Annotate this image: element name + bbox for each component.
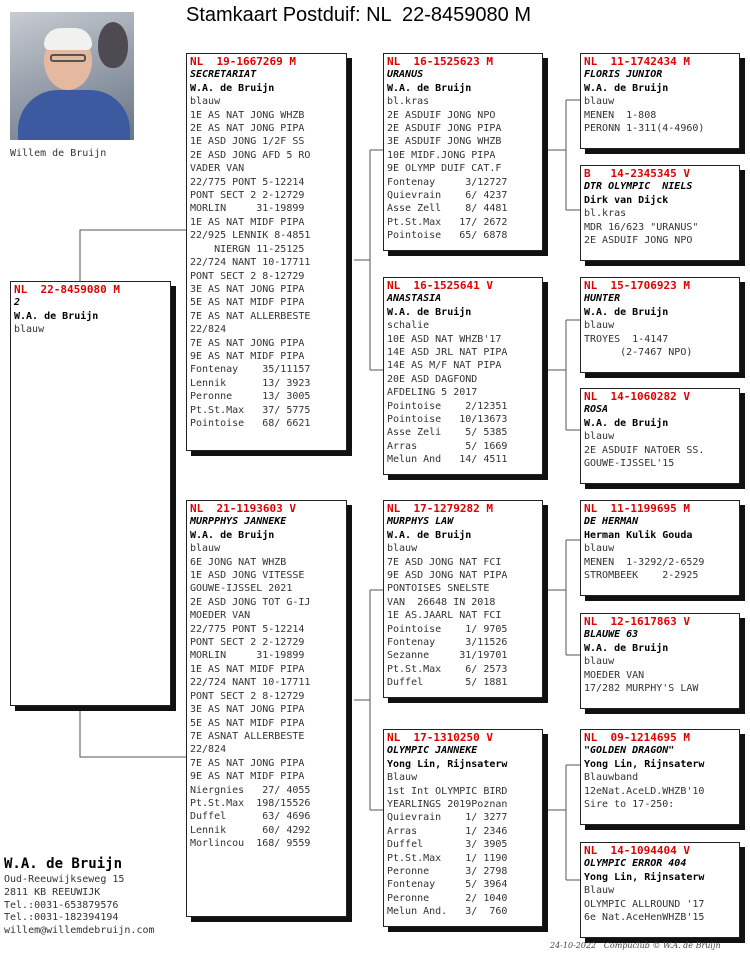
photo-caption: Willem de Bruijn [10,148,107,159]
pigeon-name: 2 [14,297,21,309]
card-line: Duffel 63/ 4696 [190,811,311,823]
card-line: Morlincou 168/ 9559 [190,838,311,850]
card-line: blauw [14,324,45,336]
breeder-name: W.A. de Bruijn [387,306,472,318]
card-line: Fontenay 3/11526 [387,637,508,649]
card-line: Arras 5/ 1669 [387,440,508,452]
card-line: Pointoise 2/12351 [387,400,508,412]
breeder-name: W.A. de Bruijn [387,529,472,541]
card-line: Lennik 60/ 4292 [190,824,311,836]
breeder-name: Yong Lin, Rijnsaterw [584,758,705,770]
breeder-name: Yong Lin, Rijnsaterw [584,871,705,883]
card-line: GOUWE-IJSSEL 2021 [190,583,293,595]
card-line: TROYES 1-4147 [584,333,669,345]
card-line: MOEDER VAN [584,669,645,681]
card-line: MENEN 1-3292/2-6529 [584,556,705,568]
card-line: Quievrain 1/ 3277 [387,812,508,824]
ggp-card-fmm [580,388,740,484]
card-line: 10E ASD NAT WHZB'17 [387,333,502,345]
card-line: 1st Int OLYMPIC BIRD [387,785,508,797]
card-line: 7E AS NAT ALLERBESTE [190,310,311,322]
father-card [186,53,347,451]
card-line: blauw [190,543,221,555]
pigeon-name: MURPHYS LAW [387,516,454,528]
pigeon-name: HUNTER [584,293,621,305]
owner-photo [10,12,134,140]
card-line: Pt.St.Max 17/ 2672 [387,216,508,228]
card-line: Lennik 13/ 3923 [190,377,311,389]
pigeon-figure [98,22,128,68]
ring-number: NL 14-1094404 V [584,844,690,857]
card-line: Fontenay 5/ 3964 [387,879,508,891]
card-line: Arras 1/ 2346 [387,825,508,837]
ring-number: NL 22-8459080 M [14,283,120,296]
card-line: 20E ASD DAGFOND [387,373,478,385]
card-line: blauw [584,96,615,108]
card-line: Blauwband [584,772,639,784]
card-line: MOEDER VAN [190,610,251,622]
pigeon-name: URANUS [387,69,424,81]
card-line: Pointoise 65/ 6878 [387,230,508,242]
card-line: Blauw [584,885,615,897]
ring-number: NL 17-1310250 V [387,731,493,744]
card-line: Peronne 3/ 2798 [387,866,508,878]
breeder-name: W.A. de Bruijn [584,642,669,654]
card-line: 22/824 [190,744,227,756]
card-line: Peronne 13/ 3005 [190,391,311,403]
card-line: STROMBEEK 2-2925 [584,570,699,582]
card-line: Pointoise 10/13673 [387,414,508,426]
ring-number: NL 11-1742434 M [584,55,690,68]
card-line: PONT SECT 2 8-12729 [190,270,305,282]
card-line: VAN 26648 IN 2018 [387,596,496,608]
card-line: 22/775 PONT 5-12214 [190,176,305,188]
breeder-name: W.A. de Bruijn [584,82,669,94]
card-line: 3E AS NAT JONG PIPA [190,704,305,716]
card-line: Pt.St.Max 198/15526 [190,797,311,809]
card-line: 2E ASD JONG AFD 5 RO [190,149,311,161]
card-line: Pointoise 68/ 6621 [190,417,311,429]
card-line: Blauw [387,772,418,784]
card-line: 6e Nat.AceHenWHZB'15 [584,912,705,924]
mother-card [186,500,347,917]
pigeon-name: "GOLDEN DRAGON" [584,745,675,757]
paternal-grandfather-card [383,53,543,251]
card-line: Asse Zeli 5/ 5385 [387,427,508,439]
card-line: 1E AS NAT JONG WHZB [190,109,305,121]
breeder-name: Yong Lin, Rijnsaterw [387,758,508,770]
card-line: 1E AS NAT MIDF PIPA [190,663,305,675]
ring-number: NL 12-1617863 V [584,615,690,628]
ggp-card-fmf [580,277,740,373]
card-line: PONT SECT 2 8-12729 [190,690,305,702]
footer-credit: 24-10-2022 Compuclub © W.A. de Bruijn [550,941,721,950]
pigeon-name: FLORIS JUNIOR [584,69,663,81]
pigeon-name: DE HERMAN [584,516,639,528]
card-line: 5E AS NAT MIDF PIPA [190,717,305,729]
card-line: 2E ASDUIF JONG NPO [387,109,496,121]
card-line: Sire to 17-250: [584,799,675,811]
ring-number: NL 19-1667269 M [190,55,296,68]
card-line: 10E MIDF.JONG PIPA [387,149,496,161]
card-line: OLYMPIC ALLROUND '17 [584,898,705,910]
card-line: Duffel 5/ 1881 [387,677,508,689]
card-line: PONT SECT 2 2-12729 [190,637,305,649]
ring-number: NL 09-1214695 M [584,731,690,744]
card-line: MDR 16/623 "URANUS" [584,221,699,233]
card-line: 14E AS M/F NAT PIPA [387,360,502,372]
ggp-card-mmm [580,842,740,938]
card-line: 9E AS NAT MIDF PIPA [190,350,305,362]
card-line: Pt.St.Max 1/ 1190 [387,852,508,864]
card-line: schalie [387,320,430,332]
card-line: MORLIN 31-19899 [190,650,305,662]
card-line: PERONN 1-311(4-4960) [584,123,705,135]
card-line: Pt.St.Max 37/ 5775 [190,404,311,416]
card-line: 2E ASD JONG TOT G-IJ [190,596,311,608]
ring-number: B 14-2345345 V [584,167,690,180]
breeder-name: W.A. de Bruijn [190,82,275,94]
card-line: MENEN 1-808 [584,109,657,121]
card-line: Sezanne 31/19701 [387,650,508,662]
card-line: YEARLINGS 2019Poznan [387,799,508,811]
card-line: Duffel 3/ 3905 [387,839,508,851]
pigeon-name: ANASTASIA [387,293,442,305]
card-line: 7E ASD JONG NAT FCI [387,556,502,568]
card-line: 12eNat.AceLD.WHZB'10 [584,785,705,797]
card-line: 7E AS NAT JONG PIPA [190,757,305,769]
card-line: 1E ASD JONG 1/2F SS [190,136,305,148]
card-line: Fontenay 3/12727 [387,176,508,188]
card-line: 22/724 NANT 10-17711 [190,257,311,269]
card-line: GOUWE-IJSSEL'15 [584,458,675,470]
card-line: 1E ASD JONG VITESSE [190,570,305,582]
card-line: 1E AS NAT MIDF PIPA [190,216,305,228]
card-line: 9E OLYMP DUIF CAT.F [387,163,502,175]
breeder-name: W.A. de Bruijn [14,310,99,322]
card-line: blauw [584,431,615,443]
ring-number: NL 15-1706923 M [584,279,690,292]
card-line: 22/775 PONT 5-12214 [190,623,305,635]
card-line: 7E ASNAT ALLERBESTE [190,730,305,742]
ring-number: NL 16-1525641 V [387,279,493,292]
ring-number: NL 16-1525623 M [387,55,493,68]
card-line: MORLIN 31-19899 [190,203,305,215]
card-line: blauw [190,96,221,108]
card-line: 2E AS NAT JONG PIPA [190,123,305,135]
card-line: 22/824 [190,324,227,336]
card-line: blauw [584,656,615,668]
card-line: (2-7467 NPO) [584,347,693,359]
card-line: blauw [387,543,418,555]
owner-phone-1: Tel.:0031-653879576 [4,899,119,911]
ring-number: NL 17-1279282 M [387,502,493,515]
card-line: bl.kras [387,96,430,108]
card-line: AFDELING 5 2017 [387,387,478,399]
card-line: PONTOISES SNELSTE [387,583,490,595]
card-line: VADER VAN [190,163,245,175]
ring-number: NL 21-1193603 V [190,502,296,515]
ggp-card-mmf [580,729,740,825]
card-line: 5E AS NAT MIDF PIPA [190,297,305,309]
pigeon-name: OLYMPIC ERROR 404 [584,858,687,870]
owner-phone-2: Tel.:0031-182394194 [4,912,119,924]
card-line: Melun And. 3/ 760 [387,906,508,918]
paternal-grandmother-card [383,277,543,475]
card-line: 1E AS.JAARL NAT FCI [387,610,502,622]
pigeon-name: BLAUWE 63 [584,629,639,641]
owner-address: Oud-Reeuwijkseweg 15 [4,874,125,885]
pigeon-name: DTR OLYMPIC NIELS [584,181,693,193]
owner-name: W.A. de Bruijn [4,856,123,872]
owner-email[interactable]: willem@willemdebruijn.com [4,925,155,937]
card-line: bl.kras [584,208,627,220]
card-line: 17/282 MURPHY'S LAW [584,683,699,695]
card-line: 3E AS NAT JONG PIPA [190,283,305,295]
card-line: Niergnies 27/ 4055 [190,784,311,796]
ggp-card-mff [580,500,740,596]
ggp-card-mfm [580,613,740,709]
owner-contact-block [4,856,155,938]
pigeon-name: MURPPHYS JANNEKE [190,516,287,528]
breeder-name: W.A. de Bruijn [190,529,275,541]
breeder-name: W.A. de Bruijn [387,82,472,94]
ggp-card-ffm [580,165,740,261]
card-line: 2E ASDUIF JONG PIPA [387,123,502,135]
breeder-name: Herman Kulik Gouda [584,529,693,541]
card-line: 14E ASD JRL NAT PIPA [387,347,508,359]
card-line: 9E ASD JONG NAT PIPA [387,570,508,582]
card-line: PONT SECT 2 2-12729 [190,190,305,202]
breeder-name: W.A. de Bruijn [584,417,669,429]
card-line: 3E ASDUIF JONG WHZB [387,136,502,148]
ring-number: NL 14-1060282 V [584,390,690,403]
maternal-grandfather-card [383,500,543,698]
card-line: Pt.St.Max 6/ 2573 [387,663,508,675]
breeder-name: Dirk van Dijck [584,194,669,206]
ring-number: NL 11-1199695 M [584,502,690,515]
pigeon-name: ROSA [584,404,609,416]
subject-card [10,281,171,706]
card-line: blauw [584,320,615,332]
ggp-card-fff [580,53,740,149]
card-line: NIERGN 11-25125 [190,243,305,255]
card-line: Fontenay 35/11157 [190,364,311,376]
card-line: 2E ASDUIF NATOER SS. [584,444,705,456]
owner-postcode: 2811 KB REEUWIJK [4,886,101,898]
card-line: 2E ASDUIF JONG NPO [584,235,693,247]
pigeon-name: SECRETARIAT [190,69,257,81]
page-title: Stamkaart Postduif: NL 22-8459080 M [186,4,531,26]
breeder-name: W.A. de Bruijn [584,306,669,318]
card-line: 9E AS NAT MIDF PIPA [190,771,305,783]
pigeon-name: OLYMPIC JANNEKE [387,745,478,757]
card-line: Peronne 2/ 1040 [387,892,508,904]
maternal-grandmother-card [383,729,543,927]
card-line: 6E JONG NAT WHZB [190,556,287,568]
card-line: 7E AS NAT JONG PIPA [190,337,305,349]
card-line: Melun And 14/ 4511 [387,454,508,466]
card-line: 22/925 LENNIK 8-4851 [190,230,311,242]
card-line: Pointoise 1/ 9705 [387,623,508,635]
card-line: Quievrain 6/ 4237 [387,190,508,202]
card-line: blauw [584,543,615,555]
card-line: 22/724 NANT 10-17711 [190,677,311,689]
card-line: Asse Zell 8/ 4481 [387,203,508,215]
